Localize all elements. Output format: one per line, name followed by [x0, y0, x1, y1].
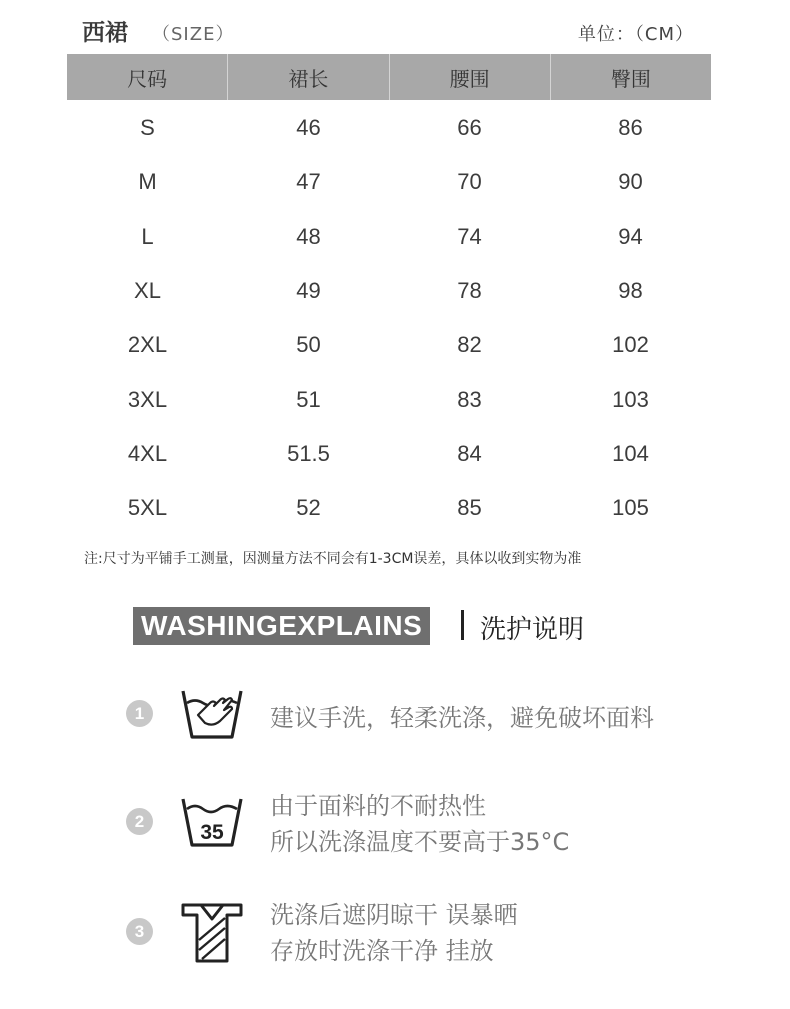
- washing-banner: WASHINGEXPLAINS: [133, 607, 430, 645]
- table-row: [67, 210, 711, 264]
- table-row: [67, 155, 711, 209]
- table-row: [67, 318, 711, 372]
- table-cell: 90: [618, 169, 643, 195]
- table-row: [67, 372, 711, 426]
- table-cell: 51: [296, 386, 321, 412]
- table-cell: 84: [457, 440, 482, 466]
- table-cell: 2XL: [127, 332, 168, 358]
- table-cell: 78: [457, 278, 482, 304]
- table-cell: 105: [612, 495, 649, 521]
- table-row: [67, 427, 711, 481]
- table-cell: L: [141, 223, 154, 249]
- table-cell: 74: [457, 223, 482, 249]
- table-cell: 82: [457, 332, 482, 358]
- washing-title: 洗护说明: [480, 615, 585, 645]
- table-cell: 4XL: [127, 440, 168, 466]
- table-cell: 83: [457, 386, 482, 412]
- care-line: 洗涤后遮阴晾干 误暴晒: [270, 901, 518, 929]
- table-cell: 47: [296, 169, 321, 195]
- header-size: 尺码: [127, 66, 168, 91]
- table-cell: M: [138, 169, 157, 195]
- table-cell: XL: [134, 278, 161, 304]
- care-line: 存放时洗涤干净 挂放: [270, 937, 494, 965]
- hang-dry-shade-icon: [180, 902, 244, 970]
- table-cell: 52: [296, 495, 321, 521]
- care-text-1: [270, 700, 654, 736]
- table-cell: 104: [612, 440, 649, 466]
- table-cell: 3XL: [127, 386, 168, 412]
- table-cell: 86: [618, 115, 643, 141]
- size-table-header: [67, 54, 711, 100]
- care-text-2: [270, 788, 569, 860]
- header-skirt-length: 裙长: [227, 54, 388, 100]
- care-line: 建议手洗，轻柔洗涤，避免破坏面料: [270, 704, 654, 732]
- header-waist: 腰围: [389, 54, 550, 100]
- care-text-3: [270, 897, 518, 969]
- table-cell: 94: [618, 223, 643, 249]
- header-hip: 臀围: [550, 54, 711, 100]
- measurement-note: 注:尺寸为平铺手工测量，因测量方法不同会有1-3CM误差，具体以收到实物为准: [84, 551, 582, 567]
- care-line: 所以洗涤温度不要高于35°C: [270, 828, 570, 856]
- unit-label: 单位：（CM）: [577, 24, 694, 45]
- table-row: [67, 481, 711, 535]
- table-cell: 70: [457, 169, 482, 195]
- table-cell: 5XL: [127, 495, 168, 521]
- size-table-body: [67, 101, 711, 535]
- hand-wash-icon: [180, 685, 244, 747]
- wash-35-icon: [180, 793, 244, 855]
- table-row: [67, 264, 711, 318]
- table-cell: 50: [296, 332, 321, 358]
- table-cell: 103: [612, 386, 649, 412]
- care-line: 由于面料的不耐热性: [270, 792, 486, 820]
- step-badge-2: 2: [126, 808, 153, 835]
- table-cell: 98: [618, 278, 643, 304]
- table-cell: 102: [612, 332, 649, 358]
- step-badge-1: 1: [126, 700, 153, 727]
- table-row: [67, 101, 711, 155]
- table-cell: 46: [296, 115, 321, 141]
- table-cell: 66: [457, 115, 482, 141]
- table-cell: 51.5: [287, 440, 330, 466]
- step-badge-3: 3: [126, 918, 153, 945]
- banner-divider: [461, 610, 464, 640]
- table-cell: 85: [457, 495, 482, 521]
- table-cell: S: [140, 115, 155, 141]
- table-cell: 49: [296, 278, 321, 304]
- table-cell: 48: [296, 223, 321, 249]
- wash-temperature-label: 35: [200, 821, 224, 844]
- size-chart-title: 西裙: [82, 20, 128, 46]
- size-chart-subtitle: （SIZE）: [152, 24, 235, 45]
